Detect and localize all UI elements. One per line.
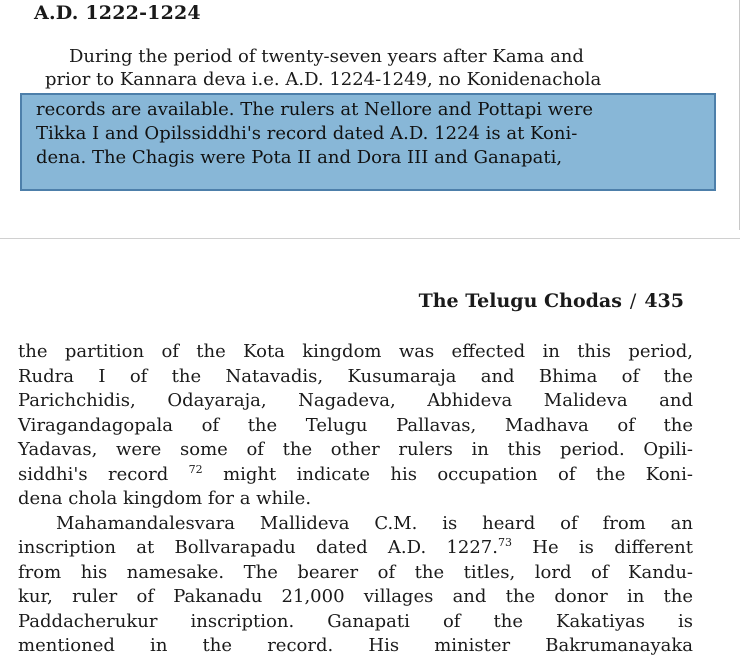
text-line: During the period of twenty-seven years after Kama and bbox=[69, 46, 584, 67]
body-line: Paddacherukur inscription. Ganapati of the Kakatiyas is bbox=[18, 610, 693, 632]
body-line: Parichchidis, Odayaraja, Nagadeva, Abhideva Malideva and bbox=[18, 390, 693, 411]
footnote-ref-73[interactable]: 73 bbox=[498, 536, 512, 549]
body-line: the partition of the Kota kingdom was effected in this period, bbox=[18, 341, 693, 362]
body-line: mentioned in the record. His minister Bakrumanayaka bbox=[18, 635, 693, 656]
body-line: Rudra I of the Natavadis, Kusumaraja and Bhima of the bbox=[18, 365, 693, 387]
body-line-text: might indicate his occupation of the Koni- bbox=[223, 463, 693, 485]
page-break-divider bbox=[0, 238, 740, 239]
paragraph-start-line: Mahamandalesvara Mallideva C.M. is heard of from an bbox=[56, 512, 693, 534]
section-heading: A.D. 1222-1224 bbox=[34, 2, 201, 24]
text-selection-highlight[interactable] bbox=[20, 93, 716, 191]
footnote-ref-72[interactable]: 72 bbox=[188, 462, 203, 476]
highlighted-text-line: records are available. The rulers at Nellore and Pottapi were bbox=[36, 99, 594, 120]
body-line: from his namesake. The bearer of the titles, lord of Kandu- bbox=[18, 561, 693, 583]
body-line-text: inscription at Bollvarapadu dated A.D. 1227. bbox=[18, 537, 498, 558]
body-line-text: He is different bbox=[512, 537, 694, 558]
text-line: prior to Kannara deva i.e. A.D. 1224-1249, no Konidenachola bbox=[45, 69, 602, 90]
body-line-with-footnote bbox=[18, 536, 693, 561]
body-line-text: siddhi's record bbox=[18, 463, 189, 485]
body-line-with-footnote bbox=[18, 463, 693, 488]
body-line: kur, ruler of Pakanadu 21,000 villages and the donor in the bbox=[18, 586, 693, 607]
highlighted-text-line: dena. The Chagis were Pota II and Dora III and Ganapati, bbox=[36, 147, 563, 168]
highlighted-text-line: Tikka I and Opilssiddhi's record dated A.D. 1224 is at Koni- bbox=[36, 123, 578, 144]
running-header bbox=[419, 290, 684, 312]
running-title: The Telugu Chodas bbox=[418, 290, 622, 312]
page-body bbox=[18, 340, 693, 659]
body-line: Yadavas, were some of the other rulers in this period. Opili- bbox=[18, 439, 693, 460]
body-line: Viragandagopala of the Telugu Pallavas, Madhava of the bbox=[18, 414, 693, 436]
body-line: dena chola kingdom for a while. bbox=[18, 488, 312, 509]
previous-page-fragment bbox=[0, 0, 740, 230]
header-separator: / bbox=[629, 290, 637, 312]
page-number: 435 bbox=[644, 290, 684, 312]
